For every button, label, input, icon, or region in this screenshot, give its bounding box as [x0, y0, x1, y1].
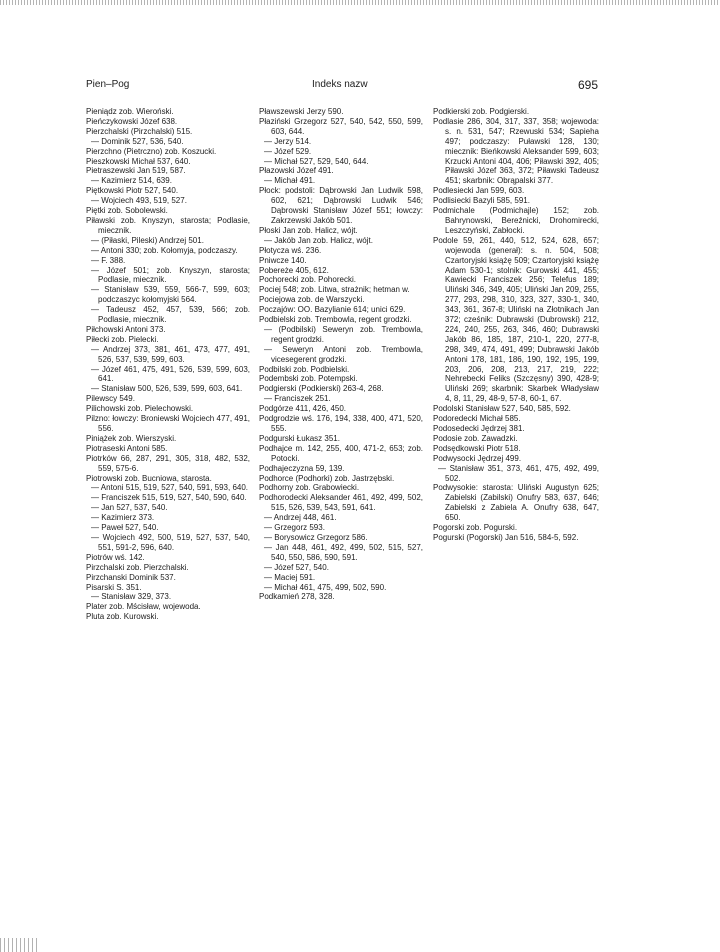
index-entry: Piłecki zob. Pielecki.: [86, 334, 159, 344]
running-header: [86, 78, 598, 94]
index-entry: Pilichowski zob. Pielechowski.: [86, 404, 194, 414]
index-subentry: — Józef 529.: [264, 146, 312, 156]
index-entry: Podlasie 286, 304, 317, 337, 358; wojewoda: s. n. 531, 547; Rzewuski 534; Sapieha 497; podczaszy: Puławski 128, 130; miecznik: Bieńkowski Aleksander 599, 603; Krzucki Antoni 404, 406; Piławski 392, 405; Piławski Józef 363, 372; Piławski Tadeusz 451; skarbnik: Obrąpalski 377.: [433, 116, 599, 186]
index-entry: Podosedecki Jędrzej 381.: [433, 424, 525, 433]
header-title: Indeks nazw: [312, 79, 368, 90]
index-entry: Podmichale (Podmichajle) 152; zob. Bahrynowski, Bereźnicki, Drohomirecki, Leszczyński, Zabłocki.: [433, 206, 599, 235]
index-subentry: — Borysowicz Grzegorz 586.: [264, 532, 368, 542]
index-entry: Pluta zob. Kurowski.: [86, 612, 159, 622]
index-entry: Podhajeczyzna 59, 139.: [259, 463, 345, 473]
index-entry: Podhorce (Podhorki) zob. Jastrzębski.: [259, 473, 395, 483]
index-subentry: — Paweł 527, 540.: [91, 523, 159, 533]
index-entry: Pniwcze 140.: [259, 255, 307, 265]
index-subentry: — Franciszek 515, 519, 527, 540, 590, 640.: [91, 493, 247, 503]
index-entry: Podwysocki Jędrzej 499.: [433, 453, 522, 463]
index-subentry: — Michał 491.: [264, 176, 316, 186]
index-entry: Piniążek zob. Wierszyski.: [86, 433, 177, 443]
index-entry: Podwysokie: starosta: Uliński Augustyn 625; Zabielski (Zabilski) Onufry 583, 637, 646; Zabielski z Zabiela A. Onufry 638, 647, 650.: [433, 483, 599, 523]
index-entry: Piotrków 66, 287, 291, 305, 318, 482, 532, 559, 575-6.: [86, 453, 250, 473]
index-entry: Podolski Stanisław 527, 540, 585, 592.: [433, 404, 571, 414]
index-subentry: — (Podbilski) Seweryn zob. Trembowla, regent grodzki.: [264, 324, 423, 344]
index-entry: Podbilski zob. Podbielski.: [259, 364, 350, 374]
index-entry: Piotraseski Antoni 585.: [86, 443, 168, 453]
index-subentry: — Kazimierz 373.: [91, 513, 155, 523]
index-entry: Piotrowski zob. Bucniowa, starosta.: [86, 473, 212, 483]
index-entry: Pisarski S. 351.: [86, 582, 142, 592]
index-column-2: [259, 107, 423, 602]
index-entry: Pociej 548; zob. Litwa, strażnik; hetman w.: [259, 285, 410, 295]
index-entry: Pierzchno (Pietrczno) zob. Koszucki.: [86, 146, 217, 156]
index-entry: Pierzchalski (Pirzchalski) 515.: [86, 126, 193, 136]
index-subentry: — Wojciech 493, 519, 527.: [91, 196, 187, 206]
index-entry: Podbielski zob. Trembowla, regent grodzki.: [259, 315, 412, 325]
index-subentry: — Michał 461, 475, 499, 502, 590.: [264, 582, 387, 592]
index-entry: Podgórze 411, 426, 450.: [259, 404, 347, 414]
index-entry: Podsędkowski Piotr 518.: [433, 443, 521, 453]
scan-edge-top: [0, 0, 720, 5]
index-entry: Podhorodecki Aleksander 461, 492, 499, 502, 515, 526, 539, 543, 591, 641.: [259, 493, 423, 513]
index-subentry: — F. 388.: [91, 255, 126, 265]
index-subentry: — Andrzej 373, 381, 461, 473, 477, 491, 526, 537, 539, 599, 603.: [91, 344, 250, 364]
index-column-3: [433, 107, 599, 543]
index-subentry: — (Piłaski, Pileski) Andrzej 501.: [91, 235, 204, 245]
index-subentry: — Stanisław 539, 559, 566-7, 599, 603; podczaszyc kołomyjski 564.: [91, 285, 250, 305]
index-entry: Podgurski Łukasz 351.: [259, 433, 340, 443]
index-entry: Pilzno: łowczy: Broniewski Wojciech 477, 491, 556.: [86, 414, 250, 433]
index-subentry: — Jerzy 514.: [264, 136, 312, 146]
index-entry: Pirzchanski Dominik 537.: [86, 572, 176, 582]
index-subentry: — Józef 527, 540.: [264, 562, 329, 572]
index-column-1: [86, 107, 250, 622]
index-entry: Piętkowski Piotr 527, 540.: [86, 186, 179, 196]
index-entry: Podlisiecki Bazyli 585, 591.: [433, 196, 530, 206]
index-entry: Podhajce m. 142, 255, 400, 471-2, 653; zob. Potocki.: [259, 443, 423, 463]
page-number: 695: [577, 78, 598, 92]
index-entry: Pochorecki zob. Pohorecki.: [259, 275, 356, 285]
index-entry: Pogorski zob. Pogurski.: [433, 523, 518, 533]
index-subentry: — Stanisław 351, 373, 461, 475, 492, 499, 502.: [438, 463, 599, 483]
index-entry: Pietraszewski Jan 519, 587.: [86, 166, 186, 176]
index-entry: Pociejowa zob. de Warszycki.: [259, 295, 365, 305]
index-entry: Podembski zob. Potempski.: [259, 374, 358, 384]
index-entry: Płaziński Grzegorz 527, 540, 542, 550, 599, 603, 644.: [259, 116, 423, 136]
index-entry: Piotrów wś. 142.: [86, 552, 145, 562]
index-subentry: — Tadeusz 452, 457, 539, 566; zob. Podlasie, miecznik.: [91, 305, 250, 325]
index-entry: Podoredecki Michał 585.: [433, 414, 521, 424]
index-subentry: — Józef 461, 475, 491, 526, 539, 599, 603, 641.: [91, 364, 250, 384]
index-entry: Podlesiecki Jan 599, 603.: [433, 186, 525, 196]
index-entry: Płotycza wś. 236.: [259, 245, 322, 255]
index-subentry: — Józef 501; zob. Knyszyn, starosta; Podlasie, miecznik.: [91, 265, 250, 285]
index-subentry: — Stanisław 329, 373.: [91, 592, 172, 602]
index-entry: Pirzchalski zob. Pierzchalski.: [86, 562, 189, 572]
index-entry: Podkamień 278, 328.: [259, 592, 335, 602]
index-subentry: — Andrzej 448, 461.: [264, 513, 337, 523]
index-subentry: — Jan 527, 537, 540.: [91, 503, 168, 513]
index-entry: Piławski zob. Knyszyn, starosta; Podlasie, miecznik.: [86, 215, 250, 235]
index-entry: Pieńczykowski Józef 638.: [86, 116, 178, 126]
index-entry: Płock: podstoli: Dąbrowski Jan Ludwik 598, 602, 621; Dąbrowski Ludwik 546; Dąbrowski Stanisław Józef 551; łowczy: Zakrzewski Jakób 501.: [259, 186, 423, 225]
index-subentry: — Antoni 330; zob. Kołomyja, podczaszy.: [91, 245, 238, 255]
index-entry: Pogurski (Pogorski) Jan 516, 584-5, 592.: [433, 532, 579, 542]
index-entry: Piętki zob. Sobolewski.: [86, 206, 168, 216]
index-subentry: — Antoni 515, 519, 527, 540, 591, 593, 640.: [91, 483, 249, 493]
index-entry: Poczajów: OO. Bazylianie 614; unici 629.: [259, 305, 406, 315]
index-entry: Pobereże 405, 612.: [259, 265, 329, 275]
index-entry: Podgierski (Podkierski) 263-4, 268.: [259, 384, 384, 394]
index-subentry: — Dominik 527, 536, 540.: [91, 136, 184, 146]
index-subentry: — Maciej 591.: [264, 572, 316, 582]
index-entry: Pławszewski Jerzy 590.: [259, 107, 344, 116]
index-entry: Podhorny zob. Grabowiecki.: [259, 483, 360, 493]
index-subentry: — Kazimierz 514, 639.: [91, 176, 172, 186]
header-range: Pien–Pog: [86, 79, 130, 90]
index-entry: Podgrodzie wś. 176, 194, 338, 400, 471, 520, 555.: [259, 414, 423, 433]
index-entry: Pilewscy 549.: [86, 394, 135, 404]
index-entry: Pieniądz zob. Wieroński.: [86, 107, 174, 116]
index-entry: Plater zob. Mścisław, wojewoda.: [86, 602, 201, 612]
index-entry: Podole 59, 261, 440, 512, 524, 628, 657; wojewoda (generał): s. n. 504, 508; Czartoryjski książę 509; Czartoryjski książę Adam 530-1; stolnik: Gurowski 441, 455; Kawiecki Franciszek 256; Telefus 189; Uliński 346, 349, 405; Uliński Jan 209, 255, 277, 293, 298, 310, 323, 327, 330-1, 340, 343, 361, 367-8; Uliński na Złotnikach Jan 372; cześnik: Dubrawski (Dubrowski) 212, 224, 240, 255, 263, 346, 460; Dubrawski Jakób 86, 185, 187, 210-1, 220, 277-8, 298, 349, 474, 491, 499; Dubrawski Jakób Antoni 178, 181, 186, 190, 192, 195, 199, 203, 206, 208, 213, 217, 219, 222; Nehrebecki Feliks (Szczęsny) 390, 428-9; Uliński 269; skarbnik: Skarbek Władysław 4, 8, 11, 29, 48-9, 57-8, 60-1, 67.: [433, 235, 599, 404]
index-subentry: — Stanisław 500, 526, 539, 599, 603, 641.: [91, 384, 243, 394]
index-subentry: — Wojciech 492, 500, 519, 527, 537, 540, 551, 591-2, 596, 640.: [91, 532, 250, 552]
index-entry: Płazowski Józef 491.: [259, 166, 334, 176]
index-entry: Płoski Jan zob. Halicz, wójt.: [259, 225, 358, 235]
index-entry: Piłchowski Antoni 373.: [86, 324, 166, 334]
index-subentry: — Franciszek 251.: [264, 394, 331, 404]
index-entry: Podkierski zob. Podgierski.: [433, 107, 530, 116]
index-subentry: — Jakób Jan zob. Halicz, wójt.: [264, 235, 373, 245]
index-subentry: — Grzegorz 593.: [264, 523, 325, 533]
index-subentry: — Jan 448, 461, 492, 499, 502, 515, 527, 540, 550, 586, 590, 591.: [264, 542, 423, 562]
index-entry: Podosie zob. Zawadzki.: [433, 433, 518, 443]
index-entry: Pieszkowski Michał 537, 640.: [86, 156, 191, 166]
scan-edge-corner: [0, 938, 40, 952]
index-subentry: — Michał 527, 529, 540, 644.: [264, 156, 369, 166]
index-subentry: — Seweryn Antoni zob. Trembowla, vicesegerent grodzki.: [264, 344, 423, 364]
